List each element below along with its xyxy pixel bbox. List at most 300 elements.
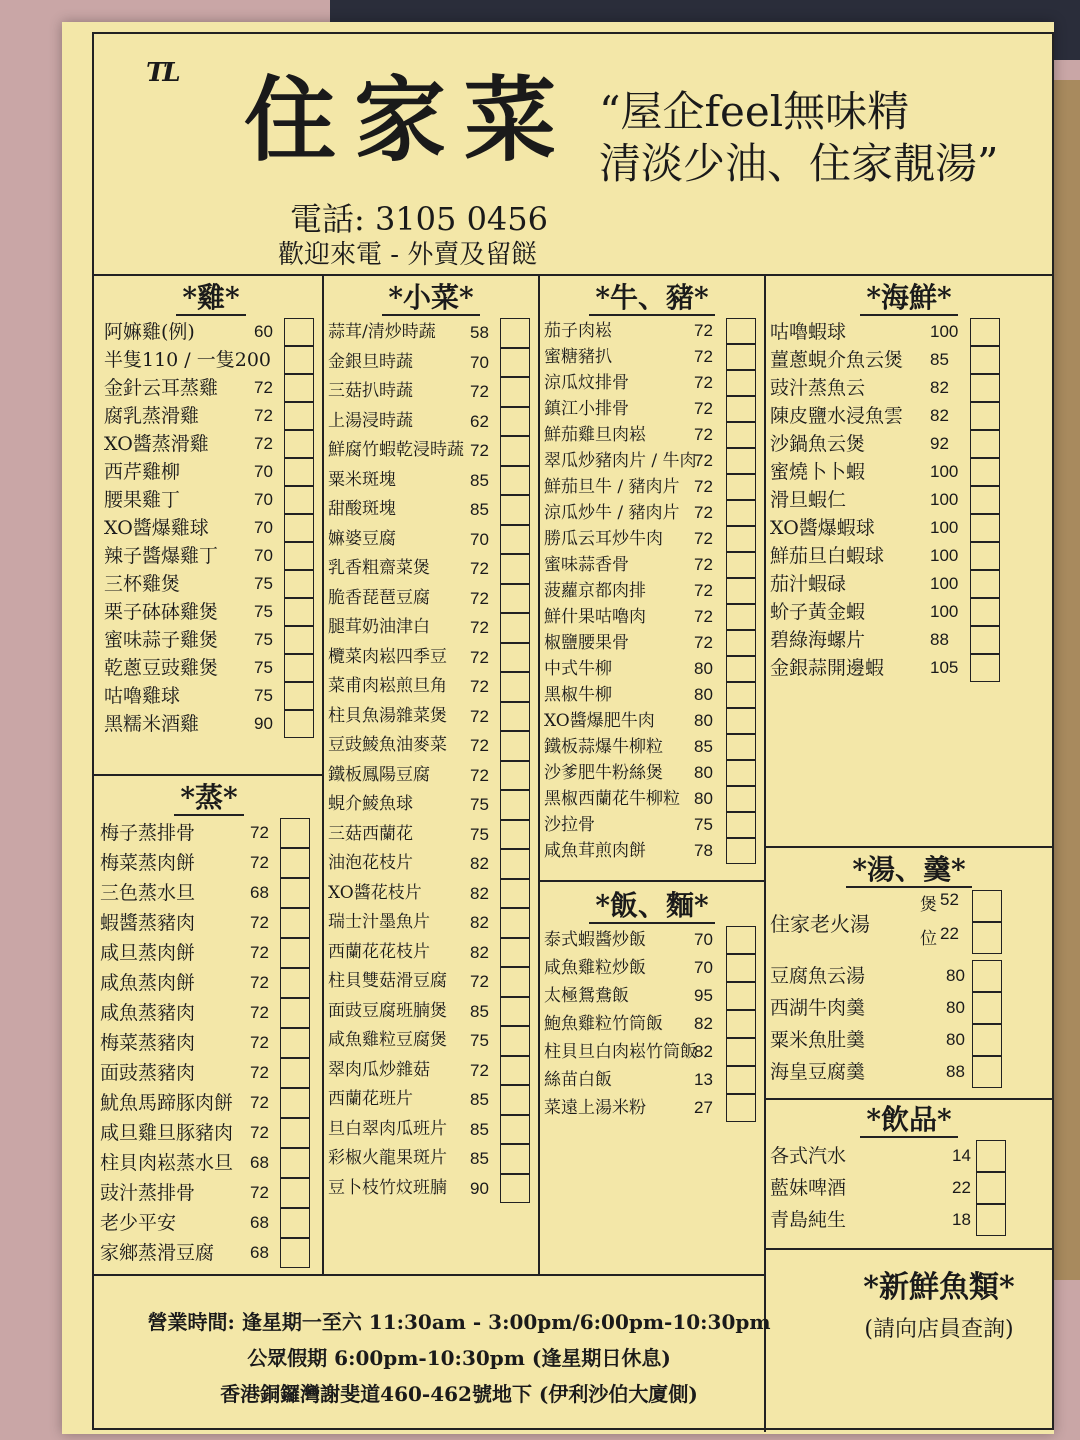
order-checkbox[interactable] [280,1148,310,1178]
order-checkbox[interactable] [726,812,756,838]
bowl-label: 位 [920,929,937,949]
order-checkbox[interactable] [726,344,756,370]
menu-item [544,926,760,954]
fresh-fish-title: *新鮮魚類* [863,1270,1015,1305]
order-checkbox[interactable] [726,552,756,578]
order-checkbox[interactable] [500,1056,530,1086]
chicken-steam-divider [94,774,322,776]
menu-item-price: 72 [250,1123,269,1142]
menu-item-name: 菠蘿京都肉排 [544,581,646,601]
order-checkbox[interactable] [726,448,756,474]
order-checkbox[interactable] [970,598,1000,626]
menu-item [328,348,534,378]
menu-item-price: 75 [470,824,489,844]
order-checkbox[interactable] [500,1026,530,1056]
menu-item-name: 沙爹肥牛粉絲煲 [544,763,663,783]
column-divider-1 [322,274,324,1274]
menu-item-name: 碧綠海螺片 [770,629,866,651]
bowl-price: 22 [940,924,959,943]
menu-item-name: 咸魚蒸肉餅 [100,972,196,994]
order-checkbox[interactable] [500,761,530,791]
order-checkbox[interactable] [976,1204,1006,1236]
menu-item-price: 100 [930,518,959,537]
order-checkbox[interactable] [726,708,756,734]
menu-item-name: 海皇豆腐羹 [770,1061,866,1083]
pot-checkbox[interactable] [972,890,1002,922]
menu-item-price: 82 [470,913,489,932]
order-checkbox[interactable] [280,908,310,938]
order-checkbox[interactable] [970,374,1000,402]
order-checkbox[interactable] [284,458,314,486]
order-checkbox[interactable] [972,1056,1002,1088]
order-checkbox[interactable] [284,654,314,682]
menu-item [104,682,318,710]
drinks-fish-divider [764,1248,1052,1250]
order-checkbox[interactable] [726,786,756,812]
order-checkbox[interactable] [500,790,530,820]
menu-item-name: 咸魚雞粒炒飯 [544,958,646,978]
menu-item-name: 太極鴛鴦飯 [544,986,629,1006]
order-checkbox[interactable] [726,396,756,422]
menu-item-name: 翠肉瓜炒雜菇 [328,1059,430,1080]
order-checkbox[interactable] [500,820,530,850]
menu-item [100,938,318,968]
order-checkbox[interactable] [500,967,530,997]
menu-item-price: 75 [254,574,273,593]
order-checkbox[interactable] [970,318,1000,346]
menu-item-name: 豆腐魚云湯 [770,965,866,987]
order-checkbox[interactable] [972,960,1002,992]
order-checkbox[interactable] [970,542,1000,570]
menu-item-price: 72 [694,399,713,418]
order-checkbox[interactable] [284,710,314,738]
business-hours: 營業時間: 逢星期一至六 11:30am - 3:00pm/6:00pm-10:30pm [147,1310,771,1334]
menu-item [104,710,318,738]
menu-item-price: 72 [694,321,713,340]
menu-item-name: 沙拉骨 [544,815,595,835]
menu-item-name: 蜜味蒜子雞煲 [104,629,219,651]
menu-item [544,500,760,526]
fresh-fish-note [804,1262,1074,1343]
order-checkbox[interactable] [280,1058,310,1088]
order-checkbox[interactable] [970,626,1000,654]
order-checkbox[interactable] [280,1028,310,1058]
menu-item-name: 腐乳蒸滑雞 [104,405,200,427]
order-checkbox[interactable] [726,982,756,1010]
menu-item [328,407,534,437]
order-checkbox[interactable] [970,514,1000,542]
menu-item-price: 68 [250,1243,269,1262]
order-checkbox[interactable] [500,554,530,584]
menu-item-price: 72 [470,559,489,578]
order-checkbox[interactable] [284,626,314,654]
menu-item [770,570,1048,598]
menu-item [770,1172,1048,1204]
section-soup [770,850,1048,1088]
menu-item [544,370,760,396]
menu-item-price: 105 [930,658,959,677]
order-checkbox[interactable] [972,1024,1002,1056]
order-checkbox[interactable] [726,604,756,630]
menu-item [544,604,760,630]
order-checkbox[interactable] [726,318,756,344]
menu-item-price: 22 [952,1178,971,1197]
address: 香港銅鑼灣謝斐道460-462號地下 (伊利沙伯大廈側) [220,1382,698,1406]
column-divider-2 [538,274,540,1274]
order-checkbox[interactable] [280,878,310,908]
menu-item-price: 60 [254,322,273,341]
menu-item-price: 72 [250,973,269,992]
menu-item-name: 脆香琵琶豆腐 [328,587,430,608]
menu-item-price: 72 [694,477,713,496]
menu-item-name: 柱貝肉崧蒸水旦 [100,1152,234,1174]
menu-item-price: 72 [254,434,273,453]
menu-item-price: 90 [470,1178,489,1198]
menu-item-price: 72 [694,529,713,548]
order-checkbox[interactable] [280,938,310,968]
menu-item-name: 西湖牛肉羹 [770,997,866,1019]
order-checkbox[interactable] [280,818,310,848]
menu-item-price: 27 [694,1098,713,1117]
order-checkbox[interactable] [970,654,1000,682]
order-checkbox[interactable] [726,1094,756,1122]
order-checkbox[interactable] [500,495,530,525]
order-checkbox[interactable] [726,656,756,682]
menu-item [328,672,534,702]
menu-item [328,554,534,584]
order-checkbox[interactable] [284,318,314,346]
menu-item [544,1038,760,1066]
menu-item [328,879,534,909]
menu-item [544,760,760,786]
menu-item-price: 88 [930,630,949,649]
menu-item-name: 西蘭花花枝片 [328,941,430,962]
order-checkbox[interactable] [976,1140,1006,1172]
menu-item-price: 75 [470,795,489,814]
order-checkbox[interactable] [500,1115,530,1145]
menu-item [770,374,1048,402]
order-checkbox[interactable] [726,500,756,526]
header-divider [94,274,1052,276]
section-beef-pork [544,278,760,864]
menu-item [770,542,1048,570]
menu-item-name: 翠瓜炒豬肉片 / 牛肉 [544,451,697,471]
menu-item [770,402,1048,430]
order-checkbox[interactable] [284,514,314,542]
order-checkbox[interactable] [726,760,756,786]
menu-item-name: 腿茸奶油津白 [328,617,430,637]
menu-item-price: 95 [694,986,713,1005]
order-checkbox[interactable] [500,879,530,909]
menu-item-price: 78 [694,841,713,860]
order-checkbox[interactable] [970,570,1000,598]
menu-item-name: 面豉豆腐班腩煲 [328,1000,447,1021]
fresh-fish-subtitle: (請向店員查詢) [864,1317,1014,1342]
menu-item-price: 72 [470,441,489,460]
order-checkbox[interactable] [500,643,530,673]
order-checkbox[interactable] [500,908,530,938]
order-checkbox[interactable] [280,848,310,878]
menu-item-name: 三菇西蘭花 [328,823,413,844]
menu-item [100,848,318,878]
menu-item [328,938,534,968]
menu-item-name: 梅菜蒸肉餅 [100,852,196,874]
bowl-checkbox[interactable] [972,922,1002,954]
order-checkbox[interactable] [500,849,530,879]
menu-item-price: 72 [694,451,713,470]
menu-item-price: 80 [694,711,713,730]
menu-item [544,422,760,448]
menu-item-price: 72 [250,1033,269,1052]
order-checkbox[interactable] [500,938,530,968]
order-checkbox[interactable] [970,430,1000,458]
footer-divider [94,1274,764,1276]
section-title: *飲品* [770,1100,1048,1140]
menu-item [328,790,534,820]
menu-item [544,838,760,864]
order-checkbox[interactable] [280,1208,310,1238]
menu-item [770,992,1048,1024]
order-checkbox[interactable] [970,402,1000,430]
menu-item [770,458,1048,486]
holiday-hours: 公眾假期 6:00pm-10:30pm (逢星期日休息) [247,1346,671,1370]
menu-item [100,1178,318,1208]
menu-item-price: 14 [952,1146,971,1165]
section-title: *海鮮* [770,278,1048,318]
order-checkbox[interactable] [726,682,756,708]
menu-item-name: 勝瓜云耳炒牛肉 [544,529,663,549]
menu-item [544,318,760,344]
menu-item-name: 蜜糖豬扒 [544,347,612,367]
menu-item-price: 72 [694,581,713,600]
menu-item-price: 72 [470,1060,489,1080]
order-checkbox[interactable] [500,1085,530,1115]
menu-item-price: 70 [254,462,273,481]
menu-item-name: 魷魚馬蹄豚肉餅 [100,1092,234,1114]
menu-item-name: 欖菜肉崧四季豆 [328,646,447,667]
menu-item-name: 粟米斑塊 [328,469,396,490]
order-checkbox[interactable] [284,374,314,402]
order-checkbox[interactable] [970,486,1000,514]
order-checkbox[interactable] [726,838,756,864]
menu-item [104,570,318,598]
menu-item-name: 涼瓜炒牛 / 豬肉片 [544,503,680,523]
order-checkbox[interactable] [500,731,530,761]
order-checkbox[interactable] [726,926,756,954]
order-checkbox[interactable] [284,486,314,514]
order-checkbox[interactable] [726,1066,756,1094]
menu-item-name: 金銀蒜開邊蝦 [770,657,885,679]
menu-item-name: 蚧子黃金蝦 [770,601,866,623]
order-checkbox[interactable] [500,1174,530,1204]
menu-item-name: 豉汁蒸排骨 [100,1182,196,1204]
menu-item [328,1026,534,1056]
menu-item-price: 70 [254,546,273,565]
order-checkbox[interactable] [972,992,1002,1024]
menu-item [104,542,318,570]
menu-item-price: 72 [250,1183,269,1202]
order-checkbox[interactable] [280,1238,310,1268]
menu-item [770,960,1048,992]
menu-item-price: 85 [470,500,489,519]
logo: TL [146,58,178,88]
order-checkbox[interactable] [726,1010,756,1038]
order-checkbox[interactable] [280,1178,310,1208]
menu-item [104,374,318,402]
menu-item [104,514,318,542]
menu-item-price: 72 [470,677,489,696]
menu-item-name: 蝦醬蒸豬肉 [100,912,196,934]
menu-item-name: 菜甫肉崧煎旦角 [328,676,447,696]
menu-item-name: 乾蔥豆豉雞煲 [104,657,219,679]
menu-item-name: 菜遠上湯米粉 [544,1098,646,1118]
section-title: *飯、麵* [544,886,760,926]
order-checkbox[interactable] [280,1088,310,1118]
menu-item-name: 咸旦蒸肉餅 [100,942,196,964]
order-checkbox[interactable] [500,997,530,1027]
order-checkbox[interactable] [284,542,314,570]
menu-item [328,318,534,348]
order-checkbox[interactable] [284,402,314,430]
menu-item [544,734,760,760]
order-checkbox[interactable] [284,430,314,458]
menu-item-name: 粟米魚肚羹 [770,1029,866,1051]
order-checkbox[interactable] [500,702,530,732]
menu-item [544,474,760,500]
slogan-line-1: “屋企feel無味精 [599,87,910,136]
menu-item [100,1028,318,1058]
menu-item-price: 75 [254,658,273,677]
order-checkbox[interactable] [970,346,1000,374]
order-checkbox[interactable] [726,526,756,552]
menu-item [104,318,318,346]
order-checkbox[interactable] [280,998,310,1028]
menu-item-price: 85 [694,737,713,756]
order-checkbox[interactable] [726,734,756,760]
order-checkbox[interactable] [500,525,530,555]
menu-item-name: XO醬爆雞球 [104,517,209,539]
order-checkbox[interactable] [500,1144,530,1174]
menu-item [544,578,760,604]
section-title: *湯、羹* [770,850,1048,890]
order-checkbox[interactable] [726,370,756,396]
menu-item [328,1144,534,1174]
menu-item [544,656,760,682]
order-checkbox[interactable] [726,422,756,448]
menu-item [328,908,534,938]
order-checkbox[interactable] [500,613,530,643]
menu-item-name: XO醬爆蝦球 [770,517,875,539]
menu-item-price: 100 [930,602,959,621]
order-checkbox[interactable] [500,672,530,702]
menu-item-price: 13 [694,1070,713,1089]
phone-number: 電話: 3105 0456 [290,200,549,238]
menu-item-name: 辣子醬爆雞丁 [104,545,219,567]
menu-item-price: 70 [254,490,273,509]
menu-item-price: 85 [470,1119,489,1139]
menu-item-name: 藍妹啤酒 [770,1177,847,1199]
order-checkbox[interactable] [500,466,530,496]
section-rice-noodle [544,886,760,1122]
menu-item [544,396,760,422]
menu-item [100,998,318,1028]
menu-item-price: 72 [694,425,713,444]
order-checkbox[interactable] [500,318,530,348]
menu-item-price: 72 [250,913,269,932]
order-checkbox[interactable] [726,474,756,500]
order-checkbox[interactable] [500,584,530,614]
menu-item [328,495,534,525]
order-checkbox[interactable] [284,346,314,374]
order-checkbox[interactable] [500,377,530,407]
menu-item [544,786,760,812]
menu-item [770,654,1048,682]
menu-item [328,1174,534,1204]
menu-item-name: XO醬爆肥牛肉 [544,711,655,731]
house-soup-row [770,890,1048,960]
order-checkbox[interactable] [726,630,756,656]
menu-item-name: 阿嫲雞(例) [104,321,195,343]
menu-item-name: 西芹雞柳 [104,461,181,483]
order-checkbox[interactable] [284,570,314,598]
menu-item-name: 金針云耳蒸雞 [104,377,219,399]
order-checkbox[interactable] [970,458,1000,486]
menu-item-price: 82 [694,1042,713,1061]
menu-item-name: 咸魚茸煎肉餅 [544,841,646,861]
menu-item-price: 75 [254,686,273,705]
menu-item-name: 乳香粗齋菜煲 [328,558,430,578]
order-checkbox[interactable] [284,682,314,710]
menu-item [104,654,318,682]
menu-item [100,1088,318,1118]
menu-item [544,954,760,982]
menu-item-price: 72 [470,618,489,637]
menu-item-price: 82 [470,854,489,873]
order-checkbox[interactable] [500,348,530,378]
menu-item-price: 72 [694,503,713,522]
menu-item-name: 咕嚕蝦球 [770,321,847,343]
order-checkbox[interactable] [726,578,756,604]
menu-item [104,430,318,458]
menu-item-price: 72 [250,823,269,842]
slogan-line-2: 清淡少油、住家靚湯” [599,139,999,188]
order-checkbox[interactable] [976,1172,1006,1204]
order-checkbox[interactable] [280,968,310,998]
order-checkbox[interactable] [726,954,756,982]
menu-item-price: 62 [470,411,489,431]
menu-item-name: 黑糯米酒雞 [104,713,200,735]
section-title: *小菜* [328,278,534,318]
menu-item-name: 上湯浸時蔬 [328,410,413,431]
menu-item-price: 82 [930,378,949,397]
order-checkbox[interactable] [500,436,530,466]
menu-item-name: 栗子砵砵雞煲 [104,601,219,623]
menu-item [770,430,1048,458]
order-checkbox[interactable] [500,407,530,437]
menu-item [544,708,760,734]
menu-item-name: 涼瓜炆排骨 [544,373,629,393]
section-dishes [328,278,534,1203]
order-checkbox[interactable] [284,598,314,626]
order-checkbox[interactable] [280,1118,310,1148]
menu-item-price: 80 [946,998,965,1017]
menu-item [328,466,534,496]
menu-item-name: 滑旦蝦仁 [770,489,847,511]
menu-item [544,552,760,578]
menu-item-price: 100 [930,462,959,481]
menu-item [100,968,318,998]
order-checkbox[interactable] [726,1038,756,1066]
